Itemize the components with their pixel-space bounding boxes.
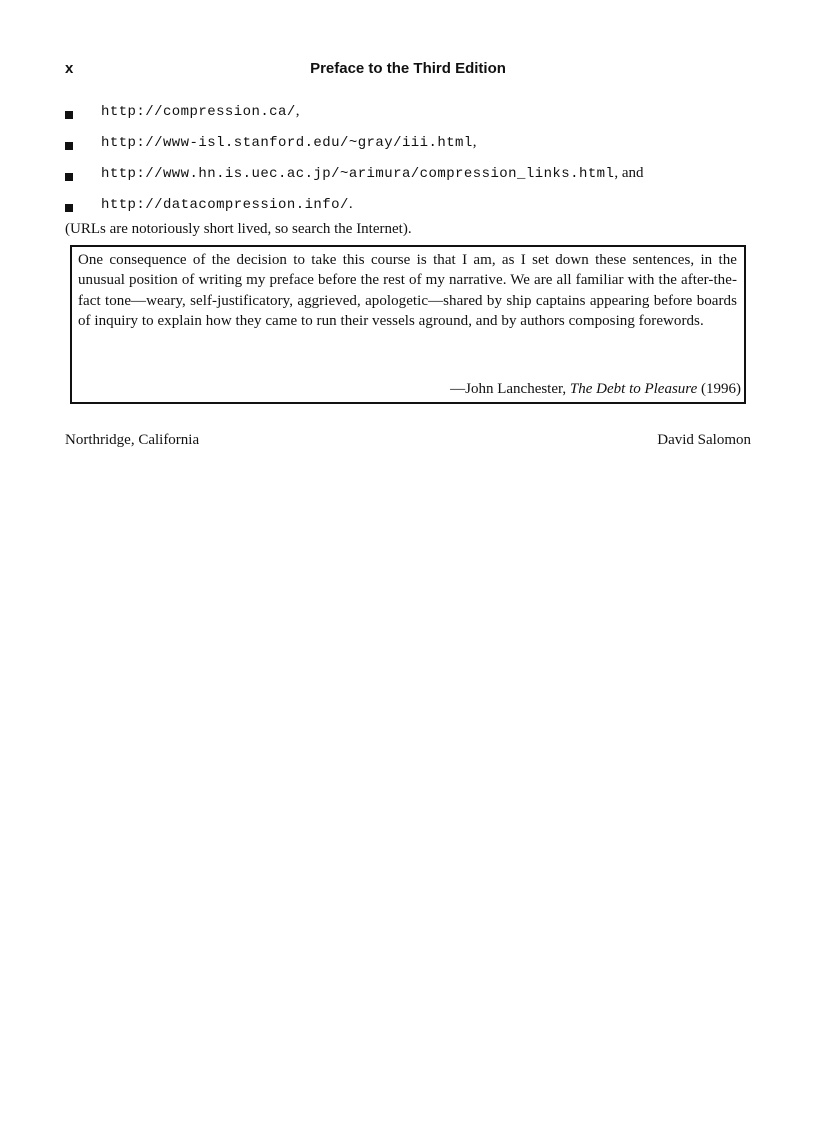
attribution-year: (1996) — [697, 381, 741, 397]
url-suffix: . — [348, 196, 353, 212]
url-list — [65, 101, 751, 225]
quote-attribution — [450, 379, 741, 399]
quote-text: One consequence of the decision to take this course is that I am, as I set down these sentences, in the unusual position of writing my preface before the rest of my narrative. We are all familiar with the after-the-fact tone—weary, self-justificatory, aggrieved, apologetic—shared by ship captains appearing before boards of inquiry to explain how they came to run their vessels aground, and by authors composing forewords. — [78, 252, 737, 330]
url-text: http://compression.ca/ — [101, 104, 296, 120]
running-head — [65, 60, 751, 80]
attribution-prefix: —John Lanchester, — [450, 381, 570, 397]
url-list-item — [65, 163, 751, 194]
url-suffix: , — [295, 103, 300, 119]
url-text: http://www-isl.stanford.edu/~gray/iii.html — [101, 135, 473, 151]
url-entry — [101, 132, 477, 153]
square-bullet-icon — [65, 142, 73, 150]
square-bullet-icon — [65, 204, 73, 212]
url-text: http://datacompression.info/ — [101, 197, 349, 213]
url-suffix: , and — [614, 165, 644, 181]
url-entry — [101, 163, 644, 184]
square-bullet-icon — [65, 173, 73, 181]
signoff-author: David Salomon — [657, 432, 751, 448]
page-number: x — [65, 60, 74, 77]
url-entry — [101, 194, 353, 215]
attribution-title: The Debt to Pleasure — [569, 381, 698, 397]
url-note: (URLs are notoriously short lived, so search the Internet). — [65, 221, 412, 237]
quote-box — [70, 245, 746, 404]
signoff-location: Northridge, California — [65, 432, 200, 448]
url-entry — [101, 101, 299, 122]
url-list-item — [65, 101, 751, 132]
url-text: http://www.hn.is.uec.ac.jp/~arimura/compression_links.html — [101, 166, 615, 182]
header-title: Preface to the Third Edition — [310, 60, 506, 77]
url-list-item — [65, 132, 751, 163]
square-bullet-icon — [65, 111, 73, 119]
url-suffix: , — [472, 134, 477, 150]
